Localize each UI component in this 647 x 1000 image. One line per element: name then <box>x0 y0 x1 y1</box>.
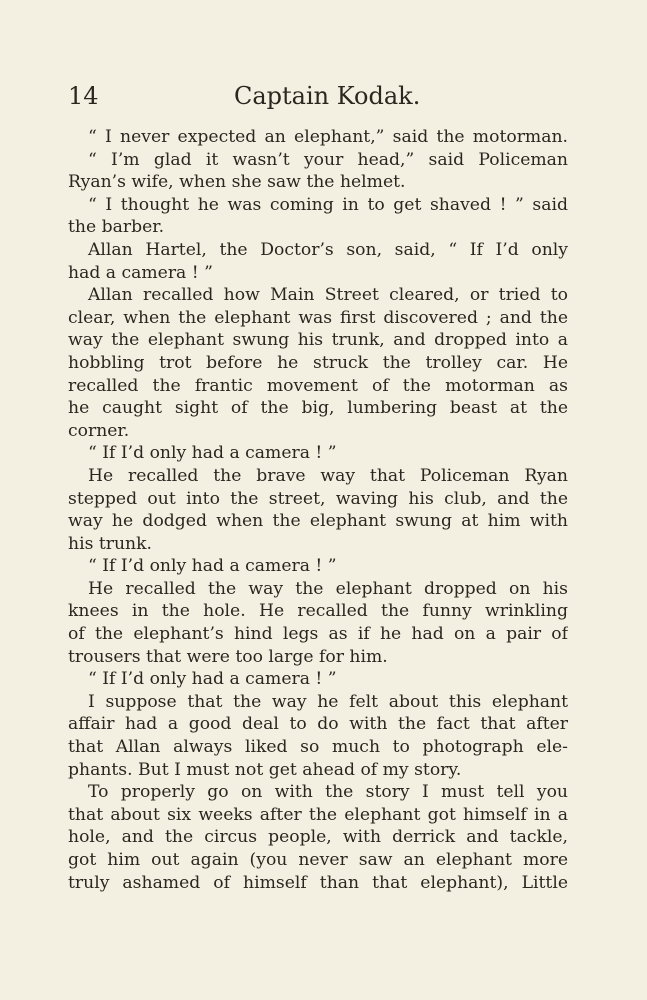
text-line: I suppose that the way he felt about this elephant <box>88 691 568 712</box>
text-line: “ I thought he was coming in to get shaved ! ” said <box>88 194 568 215</box>
text-line: corner. <box>68 420 130 441</box>
text-line: He recalled the way the elephant dropped on his <box>88 578 568 599</box>
text-line: that about six weeks after the elephant got himself in a <box>68 804 568 825</box>
text-line: that Allan always liked so much to photograph ele- <box>68 737 568 758</box>
text-line: recalled the frantic movement of the motorman as <box>68 375 568 396</box>
text-line: his trunk. <box>68 533 152 554</box>
text-line: hobbling trot before he struck the trolley car. He <box>68 352 568 373</box>
page-header <box>68 80 568 112</box>
text-line: knees in the hole. He recalled the funny wrinkling <box>68 601 568 622</box>
text-line: truly ashamed of himself than that elephant), Little <box>68 872 568 893</box>
text-line: the barber. <box>68 217 165 238</box>
running-title: Captain Kodak. <box>234 82 421 110</box>
text-line: had a camera ! ” <box>68 262 213 283</box>
text-line: way the elephant swung his trunk, and dropped into a <box>68 330 568 351</box>
text-line: “ I never expected an elephant,” said the motorman. <box>88 127 568 147</box>
text-line: “ I’m glad it wasn’t your head,” said Policeman <box>88 149 568 170</box>
text-line: “ If I’d only had a camera ! ” <box>88 443 337 464</box>
text-line: stepped out into the street, waving his club, and the <box>68 488 568 509</box>
text-line: Ryan’s wife, when she saw the helmet. <box>68 172 406 193</box>
text-line: clear, when the elephant was first discovered ; and the <box>68 307 568 328</box>
text-line: hole, and the circus people, with derrick and tackle, <box>68 827 568 848</box>
text-line: of the elephant’s hind legs as if he had on a pair of <box>68 624 568 645</box>
text-line: Allan recalled how Main Street cleared, or tried to <box>88 285 568 306</box>
text-line: he caught sight of the big, lumbering beast at the <box>68 398 568 419</box>
body-text <box>68 126 568 894</box>
text-line: To properly go on with the story I must tell you <box>88 782 568 803</box>
text-line: affair had a good deal to do with the fact that after <box>68 714 568 735</box>
text-line: “ If I’d only had a camera ! ” <box>88 669 337 690</box>
text-line: phants. But I must not get ahead of my story. <box>68 759 462 780</box>
text-line: trousers that were too large for him. <box>68 646 388 667</box>
text-line: way he dodged when the elephant swung at him with <box>68 511 568 532</box>
text-line: Allan Hartel, the Doctor’s son, said, “ If I’d only <box>88 239 568 260</box>
text-line: “ If I’d only had a camera ! ” <box>88 556 337 577</box>
text-line: He recalled the brave way that Policeman Ryan <box>88 465 568 486</box>
page-number: 14 <box>68 82 99 110</box>
text-line: got him out again (you never saw an elephant more <box>68 850 568 870</box>
